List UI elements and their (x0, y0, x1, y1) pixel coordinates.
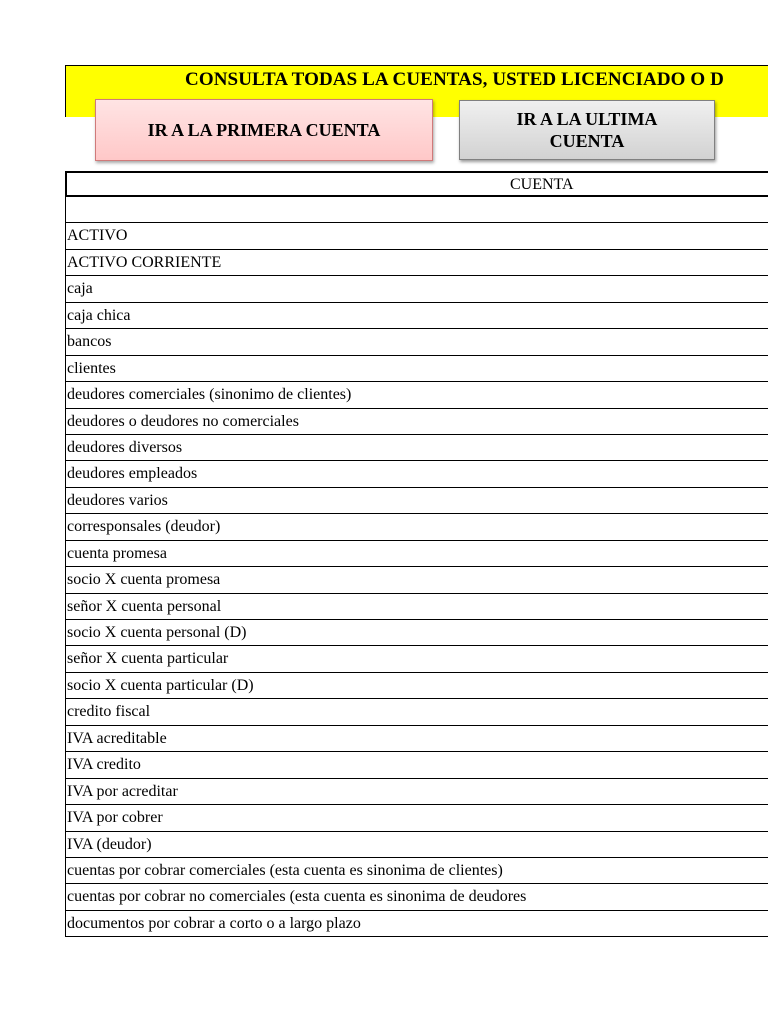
table-row[interactable]: IVA por acreditar (65, 779, 768, 805)
table-row[interactable]: caja chica (65, 303, 768, 329)
table-row[interactable]: IVA por cobrer (65, 805, 768, 831)
first-account-button[interactable] (95, 99, 433, 161)
table-row[interactable]: señor X cuenta personal (65, 594, 768, 620)
table-row[interactable]: deudores o deudores no comerciales (65, 409, 768, 435)
table-row[interactable]: deudores empleados (65, 461, 768, 487)
table-row[interactable]: documentos por cobrar a corto o a largo plazo (65, 911, 768, 937)
table-row[interactable]: clientes (65, 356, 768, 382)
table-row[interactable]: IVA acreditable (65, 726, 768, 752)
table-row[interactable]: deudores diversos (65, 435, 768, 461)
table-header-row (65, 171, 768, 197)
table-row[interactable] (65, 197, 768, 223)
table-body (65, 197, 768, 937)
first-account-button-label: IR A LA PRIMERA CUENTA (147, 120, 381, 140)
column-header-cuenta: CUENTA (510, 176, 574, 193)
table-row[interactable]: IVA credito (65, 752, 768, 778)
table-row[interactable]: caja (65, 276, 768, 302)
table-row[interactable]: ACTIVO (65, 223, 768, 249)
table-row[interactable]: socio X cuenta promesa (65, 567, 768, 593)
last-account-button[interactable] (459, 100, 715, 160)
table-row[interactable]: señor X cuenta particular (65, 646, 768, 672)
accounts-table (65, 171, 768, 937)
banner-title: CONSULTA TODAS LA CUENTAS, USTED LICENCIADO O D (185, 69, 724, 90)
table-row[interactable]: IVA (deudor) (65, 832, 768, 858)
table-row[interactable]: cuentas por cobrar comerciales (esta cuenta es sinonima de clientes) (65, 858, 768, 884)
table-row[interactable]: corresponsales (deudor) (65, 514, 768, 540)
table-row[interactable]: socio X cuenta personal (D) (65, 620, 768, 646)
table-row[interactable]: bancos (65, 329, 768, 355)
table-row[interactable]: cuenta promesa (65, 541, 768, 567)
table-row[interactable]: ACTIVO CORRIENTE (65, 250, 768, 276)
last-account-button-label: IR A LA ULTIMA CUENTA (516, 109, 658, 151)
table-row[interactable]: credito fiscal (65, 699, 768, 725)
table-row[interactable]: deudores comerciales (sinonimo de clientes) (65, 382, 768, 408)
table-row[interactable]: deudores varios (65, 488, 768, 514)
table-row[interactable]: socio X cuenta particular (D) (65, 673, 768, 699)
table-row[interactable]: cuentas por cobrar no comerciales (esta cuenta es sinonima de deudores (65, 884, 768, 910)
